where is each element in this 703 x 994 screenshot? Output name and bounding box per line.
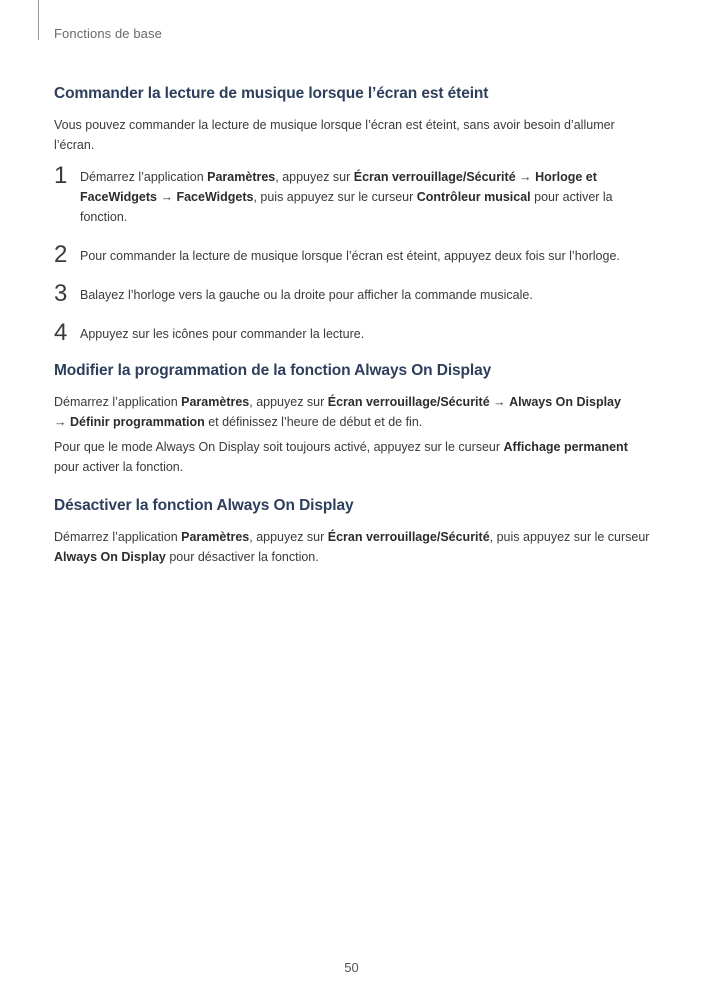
term-controleur-musical: Contrôleur musical	[416, 190, 531, 204]
step-number: 3	[54, 280, 68, 307]
step-4	[54, 319, 654, 346]
term-affichage-permanent: Affichage permanent	[503, 440, 628, 454]
step-1	[54, 162, 654, 227]
term-parametres: Paramètres	[181, 530, 250, 544]
step-2	[54, 241, 654, 268]
section-title-aod-disable: Désactiver la fonction Always On Display	[54, 497, 354, 514]
step-text: Balayez l’horloge vers la gauche ou la droite pour afficher la commande musicale.	[80, 288, 533, 302]
aod-disable-instructions: Démarrez l’application Paramètres, appuyez sur Écran verrouillage/Sécurité, puis appuyez sur le curseur Always On Display pour désactiver la fonction.	[54, 530, 650, 564]
page-content	[54, 84, 654, 567]
term-ecran-verrouillage: Écran verrouillage/Sécurité	[353, 170, 516, 184]
section-title-aod-schedule: Modifier la programmation de la fonction Always On Display	[54, 362, 492, 379]
running-header: Fonctions de base	[54, 26, 162, 41]
step-text: Appuyez sur les icônes pour commander la lecture.	[80, 327, 365, 341]
page-number: 50	[344, 960, 359, 975]
term-parametres: Paramètres	[181, 395, 250, 409]
header-corner-line	[38, 0, 39, 40]
term-horloge-facewidgets: Horloge et FaceWidgets	[80, 170, 597, 204]
aod-permanent-instructions: Pour que le mode Always On Display soit toujours activé, appuyez sur le curseur Affichage permanent pour activer la fonction.	[54, 440, 628, 474]
step-number: 2	[54, 241, 68, 268]
term-definir-programmation: Définir programmation	[69, 415, 205, 429]
section-title-music-control: Commander la lecture de musique lorsque l’écran est éteint	[54, 85, 489, 102]
step-text: Démarrez l’application Paramètres, appuyez sur Écran verrouillage/Sécurité → Horloge et FaceWidgets → FaceWidgets, puis appuyez sur le curseur Contrôleur musical pour activer la fonction.	[80, 170, 613, 224]
term-ecran-verrouillage: Écran verrouillage/Sécurité	[327, 395, 490, 409]
term-facewidgets: FaceWidgets	[176, 190, 254, 204]
section-intro: Vous pouvez commander la lecture de musique lorsque l’écran est éteint, sans avoir besoin d’allumer l’écran.	[54, 118, 615, 152]
step-3	[54, 280, 654, 307]
term-always-on-display: Always On Display	[509, 395, 621, 409]
aod-schedule-instructions: Démarrez l’application Paramètres, appuyez sur Écran verrouillage/Sécurité → Always On Display → Définir programmation et définissez l’heure de début et de fin.	[54, 395, 621, 429]
term-always-on-display: Always On Display	[54, 550, 166, 564]
step-number: 1	[54, 162, 68, 189]
term-ecran-verrouillage: Écran verrouillage/Sécurité	[327, 530, 490, 544]
step-number: 4	[54, 319, 68, 346]
term-parametres: Paramètres	[207, 170, 276, 184]
step-text: Pour commander la lecture de musique lorsque l’écran est éteint, appuyez deux fois sur l’horloge.	[80, 249, 620, 263]
